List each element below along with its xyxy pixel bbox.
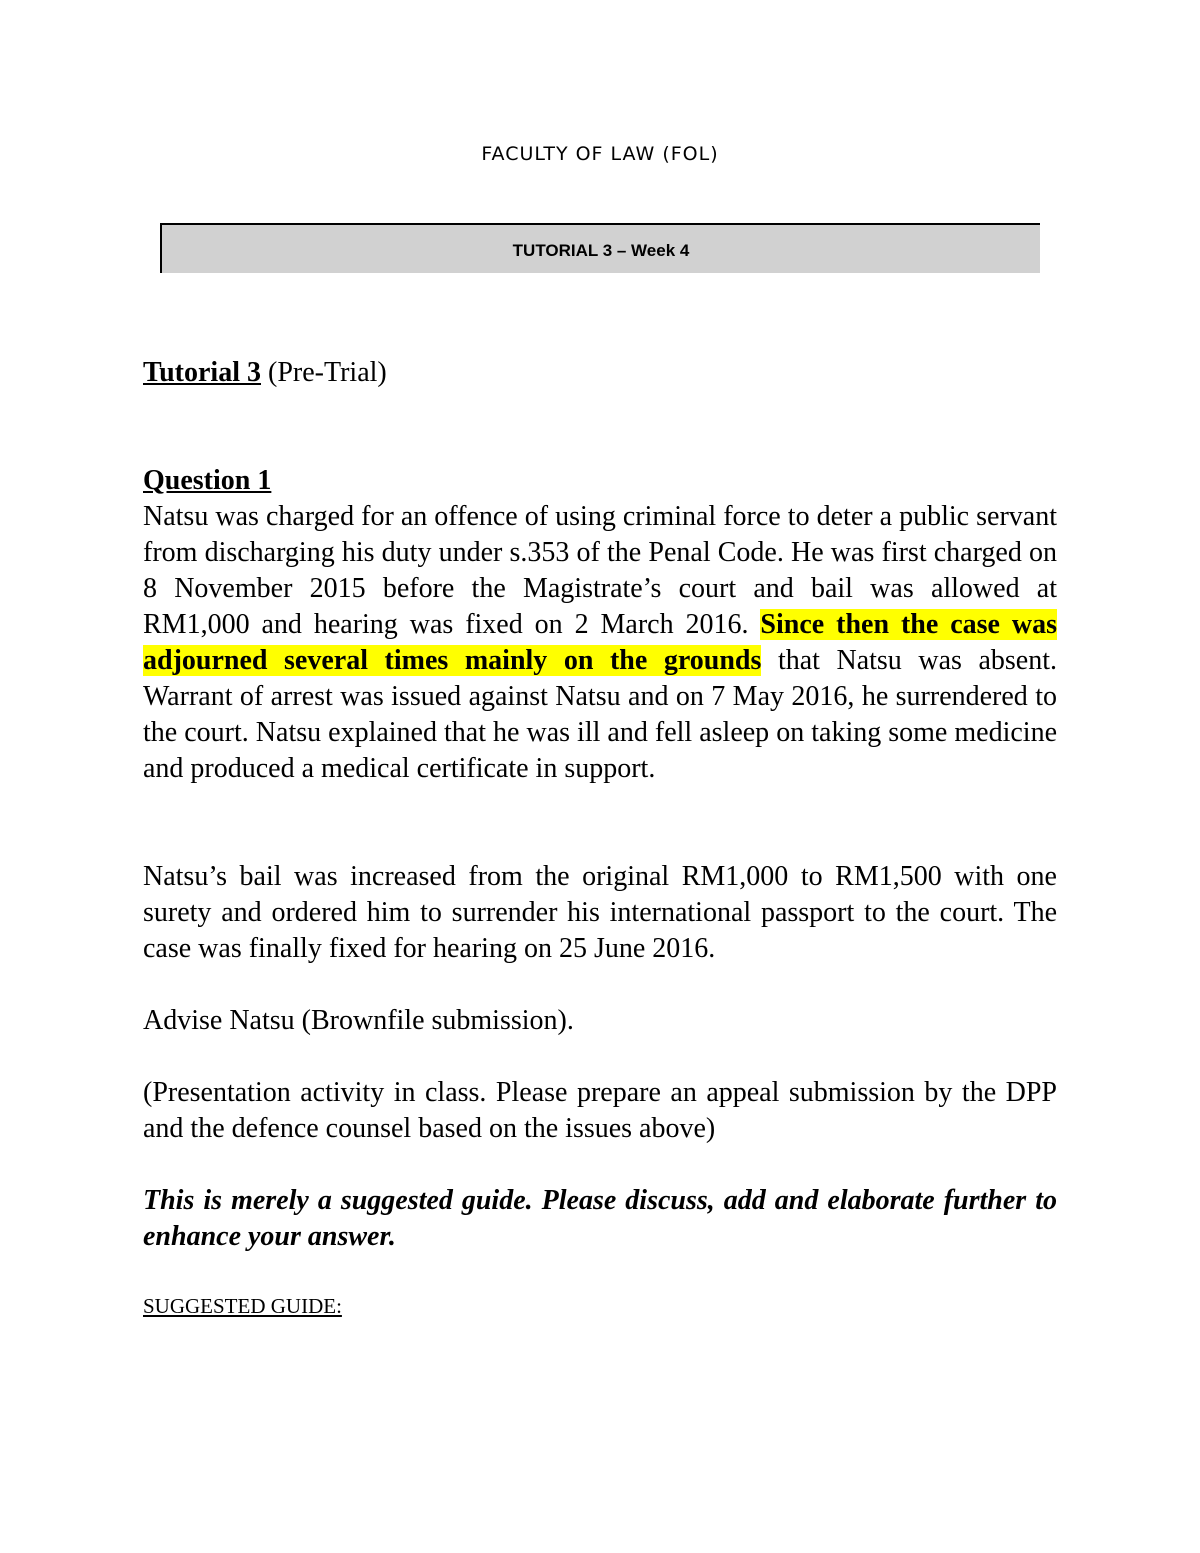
tutorial-banner (160, 223, 1040, 273)
question-heading (143, 463, 1057, 499)
question-heading-text: Question 1 (143, 465, 272, 496)
tutorial-subtitle: (Pre-Trial) (261, 357, 387, 388)
suggested-guide-heading (143, 1293, 1057, 1319)
faculty-title: FACULTY OF LAW (FOL) (481, 143, 719, 165)
question-paragraph-3: Advise Natsu (Brownfile submission). (143, 1005, 574, 1036)
guide-note: This is merely a suggested guide. Please discuss, add and elaborate further to enhance your answer. (143, 1185, 1057, 1252)
p1-text-before: Natsu was charged for an offence of using criminal force to deter a public servant from discharging his duty under s.353 of the Penal Code. He was first charged on 8 November 2015 before the Magistrate’s court and bail was allowed at RM1,000 and hearing was fixed on 2 March 2016. (143, 501, 1057, 640)
question-paragraph-1 (143, 499, 1057, 787)
highlighted-text: Since then the case was adjourned several times mainly on the grounds (143, 609, 1057, 676)
question-paragraph-4: (Presentation activity in class. Please prepare an appeal submission by the DPP and the defence counsel based on the issues above) (143, 1077, 1057, 1144)
tutorial-title (143, 355, 1057, 391)
tutorial-label: Tutorial 3 (143, 357, 261, 388)
banner-label: TUTORIAL 3 – Week 4 (512, 241, 690, 260)
suggested-guide-text: SUGGESTED GUIDE: (143, 1294, 342, 1318)
p1-text-after: that Natsu was absent. Warrant of arrest was issued against Natsu and on 7 May 2016, he surrendered to the court. Natsu explained that he was ill and fell asleep on taking some medicine and produced a medical certificate in support. (143, 645, 1057, 784)
question-paragraph-2: Natsu’s bail was increased from the original RM1,000 to RM1,500 with one surety and ordered him to surrender his international passport to the court. The case was finally fixed for hearing on 25 June 2016. (143, 861, 1057, 964)
